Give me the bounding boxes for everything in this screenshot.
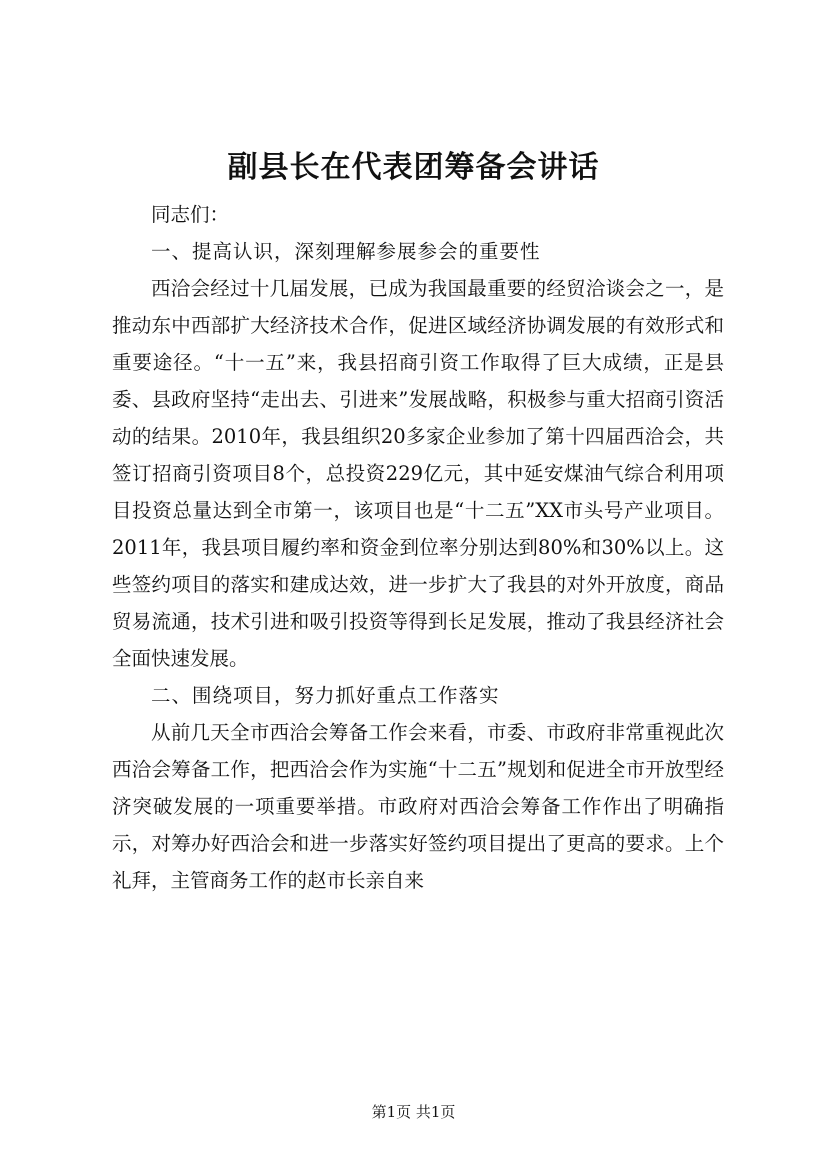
section-2-heading: 二、围绕项目，努力抓好重点工作落实 [151,684,500,707]
page-number-footer: 第1页 共1页 [371,1103,456,1121]
section-1-heading: 一、提高认识，深刻理解参展参会的重要性 [151,240,541,263]
document-title: 副县长在代表团筹备会讲话 [227,150,600,185]
section-1-paragraph: 西洽会经过十几届发展，已成为我国最重要的经贸洽谈会之一，是推动东中西部扩大经济技术合作，促进区域经济协调发展的有效形式和重要途径。“十一五”来，我县招商引资工作取得了巨大成绩，正是县委、县政府坚持“走出去、引进来”发展战略，积极参与重大招商引资活动的结果。2010年，我县组织20多家企业参加了第十四届西洽会，共签订招商引资项目8个，总投资229亿元，其中延安煤油气综合利用项目投资总量达到全市第一，该项目也是“十二五”XX市头号产业项目。2011年，我县项目履约率和资金到位率分别达到80%和30%以上。这些签约项目的落实和建成达效，进一步扩大了我县的对外开放度，商品贸易流通，技术引进和吸引投资等得到长足发展，推动了我县经济社会全面快速发展。 [112,277,724,670]
section-2-paragraph: 从前几天全市西洽会筹备工作会来看，市委、市政府非常重视此次西洽会筹备工作，把西洽会作为实施“十二五”规划和促进全市开放型经济突破发展的一项重要举措。市政府对西洽会筹备工作作出了明确指示，对筹办好西洽会和进一步落实好签约项目提出了更高的要求。上个礼拜，主管商务工作的赵市长亲自来 [112,721,724,892]
salutation: 同志们： [151,203,230,226]
document-body [112,196,724,899]
